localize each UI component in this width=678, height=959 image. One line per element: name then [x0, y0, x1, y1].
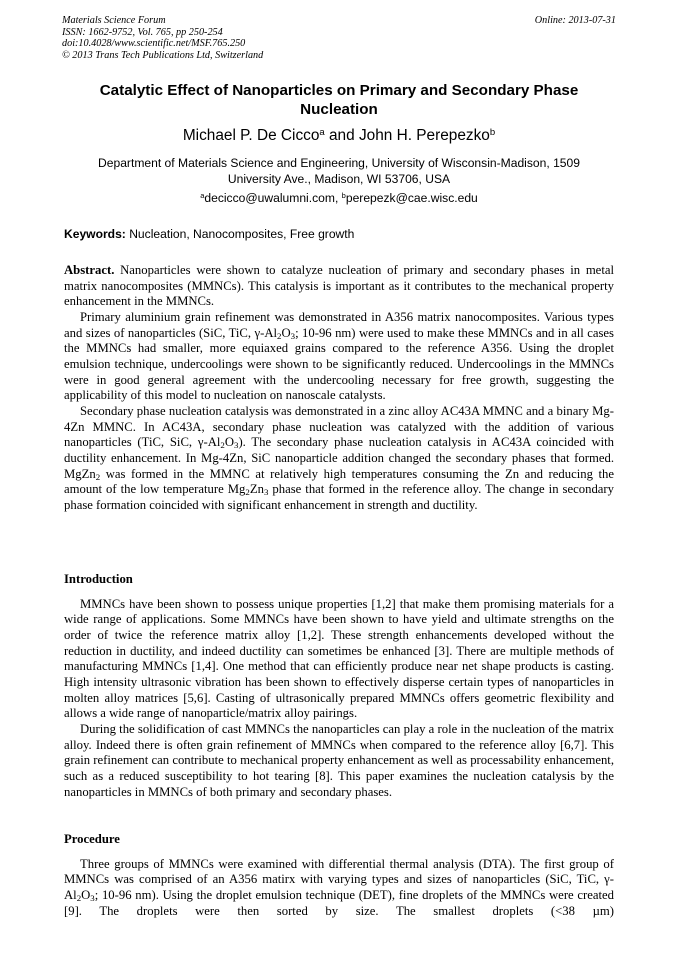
page-header: [62, 15, 616, 61]
body-paragraph: During the solidification of cast MMNCs the nanoparticles can play a role in the nucleation of the matrix alloy. Indeed there is often grain refinement of MMNCs when compared to the reference alloy [6,7]. This grain refinement can contribute to mechanical property enhancement as well as processability enhancement, such as a reduced susceptibility to hot tearing [8]. This paper examines the nucleation catalysis by the nanoparticles in MMNCs of both primary and secondary phases.: [64, 721, 614, 799]
author-line: [0, 127, 678, 145]
section-heading: Introduction: [64, 572, 133, 586]
abstract-paragraph: Secondary phase nucleation catalysis was demonstrated in a zinc alloy AC43A MMNC and a binary Mg-4Zn MMNC. In AC43A, secondary phase nucleation was catalyzed with the addition of various nanoparticles (TiC, SiC, $\gamma-Al_2O_3$). The secondary phase nucleation catalysis in AC43A coincided with ductility enhancement. In Mg-4Zn, SiC nanoparticle addition changed the secondary phases that formed. MgZn$_2$ was formed in the MMNC at relatively high temperatures consuming the Zn and reducing the amount of the low temperature $Mg_2Zn_3$ phase that formed in the reference alloy. The change in secondary phase formation coincided with significant enhancement in strength and ductility.: [64, 403, 615, 512]
paper-title: Catalytic Effect of Nanoparticles on Primary and Secondary Phase Nucleation: [99, 82, 579, 118]
abstract-label: Abstract.: [64, 263, 115, 277]
abstract-paragraph: Primary aluminium grain refinement was demonstrated in A356 matrix nanocomposites. Various types and sizes of nanoparticles (SiC, TiC, $\gamma-Al_2O_3$; 10-96 nm) were used to make these MMNCs and in all cases the MMNCs had smaller, more equiaxed grains compared to the reference A356. Using the droplet emulsion technique, undercoolings were shown to be significantly reduced. Undercoolings in the MMNCs were in good general agreement with the undercooling necessary for free growth, suggesting the applicability of this model to nucleation on nanoscale catalysts.: [64, 309, 614, 403]
email-marker: a: [200, 190, 205, 200]
body-paragraph: Three groups of MMNCs were examined with differential thermal analysis (DTA). The first group of MMNCs was comprised of an A356 matirx with varying types and sizes of nanoparticles (SiC, TiC, $\gamma-Al_2O_3$; 10-96 nm). Using the droplet emulsion technique (DET), fine droplets of the MMNCs were created [9]. The droplets were then sorted by size. The smallest droplets (<38 µm): [64, 856, 614, 918]
keywords-text: Nucleation, Nanocomposites, Free growth: [125, 227, 355, 241]
keywords: [64, 227, 354, 241]
abstract-paragraph: Abstract. Nanoparticles were shown to catalyze nucleation of primary and secondary phases in metal matrix nanocomposites (MMNCs). This catalysis is important as it contributes to the mechanical property enhancement in the MMNCs.: [64, 263, 614, 309]
email-marker: b: [341, 190, 346, 200]
keywords-label: Keywords:: [64, 227, 126, 241]
doi-line: doi:10.4028/www.scientific.net/MSF.765.250: [62, 38, 246, 50]
journal-name: Materials Science Forum: [62, 15, 166, 26]
online-date: Online: 2013-07-31: [534, 15, 616, 26]
author-name: Michael P. De Cicco: [182, 127, 320, 144]
body-paragraph: MMNCs have been shown to possess unique properties [1,2] that make them promising materials for a wide range of applications. Some MMNCs have been shown to have yield and ultimate strengths on the order of twice the reference matrix alloy [1,2]. These strength enhancements developed without the reduction in ductility, and indeed ductility can sometimes be enhanced [3]. There are multiple methods of manufacturing MMNCs [1,4]. One method that can efficiently produce near net shape products is casting. High intensity ultrasonic vibration has been shown to effectively disperse certain types of nanoparticles in molten alloy matrices [5,6]. Casting of ultrasonically prepared MMNCs offers geometric flexibility and allows a wide range of nanoparticle/matrix alloy pairings.: [64, 596, 614, 721]
email-line: [0, 191, 678, 205]
procedure-section: [64, 832, 614, 919]
author-name: John H. Perepezko: [358, 127, 490, 144]
abstract-section: [64, 263, 614, 514]
author-affil-marker: a: [319, 126, 325, 138]
email-address: perepezk@cae.wisc.edu: [345, 191, 478, 205]
copyright-line: © 2013 Trans Tech Publications Ltd, Switzerland: [62, 49, 264, 61]
author-conjunction: and: [324, 127, 359, 144]
email-address: decicco@uwalumni.com,: [204, 191, 342, 205]
author-affil-marker: b: [489, 126, 496, 138]
introduction-section: [64, 572, 614, 800]
issn-line: ISSN: 1662-9752, Vol. 765, pp 250-254: [62, 26, 223, 38]
affiliation: Department of Materials Science and Engineering, University of Wisconsin-Madison, 1509 University Ave., Madison, WI 53706, USA: [98, 156, 580, 186]
section-heading: Procedure: [64, 832, 120, 846]
